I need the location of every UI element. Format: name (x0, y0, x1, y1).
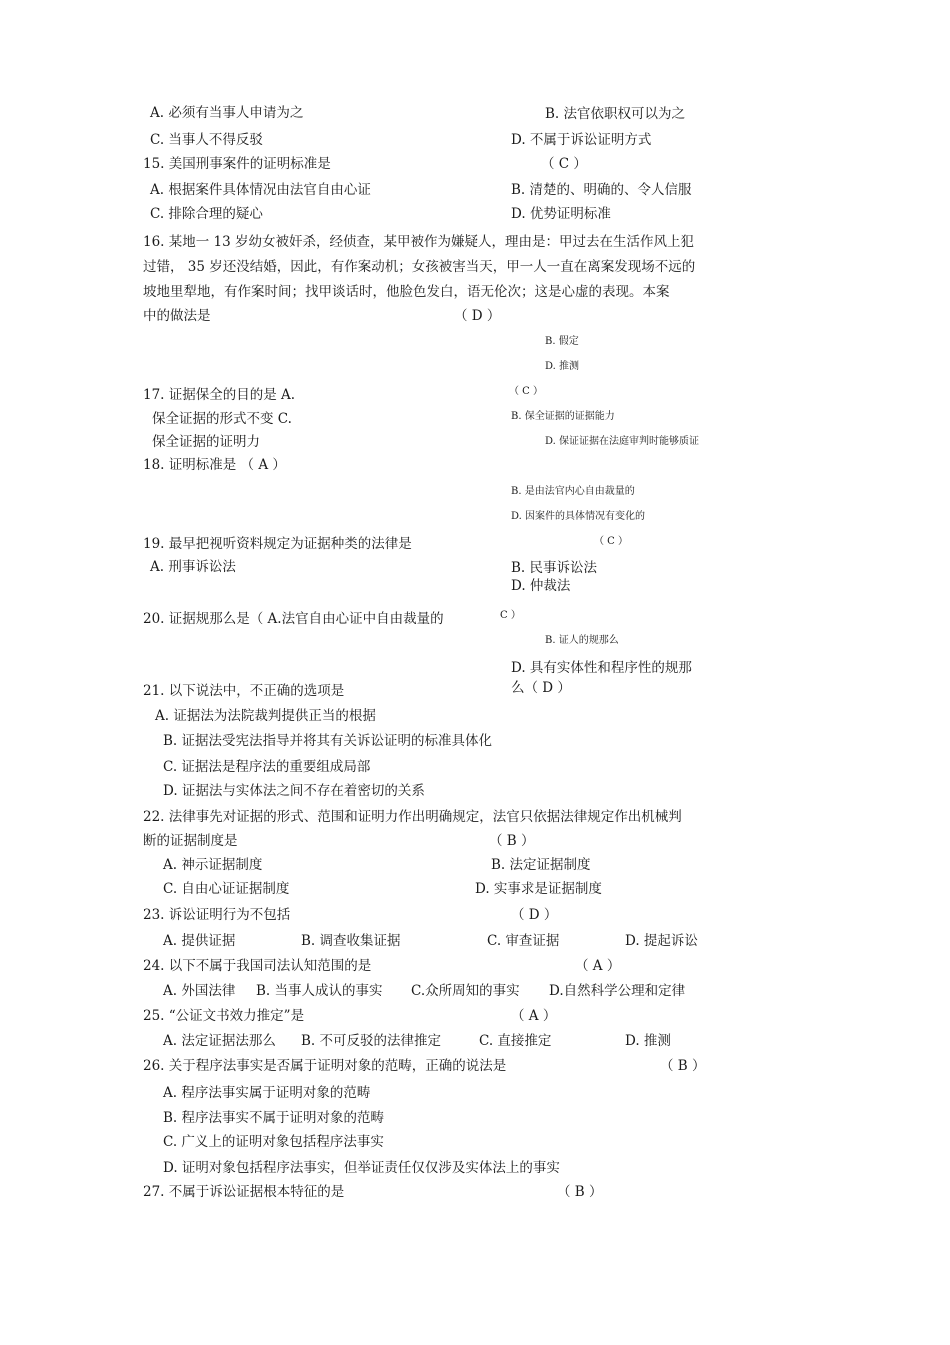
option-line: B. 证据法受宪法指导并将其有关诉讼证明的标准具体化 (163, 733, 493, 749)
answer-15: （ C ） (541, 156, 587, 172)
option-line: D. 保证证据在法庭审判时能够质证 (545, 436, 700, 447)
option-line: A. 法定证据法那么 (163, 1033, 276, 1049)
option-line: B. 调查收集证据 (301, 933, 401, 949)
question-22-line: 断的证据制度是 (143, 833, 238, 849)
answer-25: （ A ） (511, 1008, 557, 1024)
option-line: C. 排除合理的疑心 (150, 206, 263, 222)
question-23: 23. 诉讼证明行为不包括 (143, 907, 291, 923)
option-line: D. 推测 (625, 1033, 671, 1049)
question-16-line: 坡地里犁地，有作案时间；找甲谈话时，他脸色发白，语无伦次；这是心虚的表现。本案 (143, 284, 670, 300)
option-line: A. 神示证据制度 (163, 857, 263, 873)
option-line: B. 假定 (545, 336, 579, 347)
question-16-line: 过错， 35 岁还没结婚，因此，有作案动机；女孩被害当天，甲一人一直在离案发现场不远的 (143, 259, 696, 275)
question-18: 18. 证明标准是 （ A ） (143, 457, 286, 473)
option-line: D. 推测 (545, 361, 580, 372)
question-19: 19. 最早把视听资料规定为证据种类的法律是 (143, 536, 412, 552)
option-line: C. 直接推定 (479, 1033, 552, 1049)
option-line: A. 刑事诉讼法 (150, 559, 236, 575)
option-line: C.众所周知的事实 (411, 983, 520, 999)
option-line: A. 根据案件具体情况由法官自由心证 (150, 182, 371, 198)
answer-24: （ A ） (575, 958, 621, 974)
option-line: 保全证据的形式不变 C. (152, 411, 292, 427)
option-line: C. 广义上的证明对象包括程序法事实 (163, 1134, 384, 1150)
question-20: 20. 证据规那么是（ A.法官自由心证中自由裁量的 (143, 611, 444, 627)
option-line: D. 具有实体性和程序性的规那 (511, 660, 692, 676)
option-line: B. 程序法事实不属于证明对象的范畴 (163, 1110, 385, 1126)
option-line: B. 法定证据制度 (491, 857, 591, 873)
option-line: D. 实事求是证据制度 (475, 881, 602, 897)
question-15: 15. 美国刑事案件的证明标准是 (143, 156, 331, 172)
option-line: B. 清楚的、明确的、令人信服 (511, 182, 692, 198)
option-line: C. 审查证据 (487, 933, 560, 949)
answer-23: （ D ） (511, 907, 558, 923)
answer-27: （ B ） (557, 1184, 603, 1200)
question-21: 21. 以下说法中，不正确的选项是 (143, 683, 345, 699)
option-line: B. 保全证据的证据能力 (511, 411, 615, 422)
option-line: D. 证明对象包括程序法事实，但举证责任仅仅涉及实体法上的事实 (163, 1160, 560, 1176)
question-25: 25. “公证文书效力推定”是 (143, 1008, 305, 1024)
answer-26: （ B ） (660, 1058, 706, 1074)
option-line: D. 仲裁法 (511, 578, 571, 594)
answer-20: C ） (500, 610, 521, 621)
option-line: D. 不属于诉讼证明方式 (511, 132, 652, 148)
option-line: C. 自由心证证据制度 (163, 881, 290, 897)
option-line: A. 必须有当事人申请为之 (150, 105, 304, 121)
option-line: D.自然科学公理和定律 (549, 983, 686, 999)
option-line: B. 证人的规那么 (545, 635, 619, 646)
option-line: D. 提起诉讼 (625, 933, 698, 949)
answer-16: （ D ） (454, 308, 501, 324)
question-16-line: 16. 某地一 13 岁幼女被奸杀，经侦查，某甲被作为嫌疑人，理由是：甲过去在生活作风上犯 (143, 234, 695, 250)
option-line: C. 证据法是程序法的重要组成局部 (163, 759, 371, 775)
answer-17: （ C ） (509, 386, 544, 397)
question-24: 24. 以下不属于我国司法认知范围的是 (143, 958, 372, 974)
option-line: A. 程序法事实属于证明对象的范畴 (163, 1085, 371, 1101)
question-22-line: 22. 法律事先对证据的形式、范围和证明力作出明确规定，法官只依据法律规定作出机械判 (143, 809, 682, 825)
option-line: B. 当事人成认的事实 (256, 983, 383, 999)
option-line: 保全证据的证明力 (152, 434, 260, 450)
question-17: 17. 证据保全的目的是 A. (143, 387, 296, 403)
answer-19: （ C ） (594, 536, 629, 547)
option-line: B. 法官依职权可以为之 (545, 106, 686, 122)
answer-22: （ B ） (489, 833, 535, 849)
question-16-line: 中的做法是 (143, 308, 211, 324)
question-27: 27. 不属于诉讼证据根本特征的是 (143, 1184, 345, 1200)
option-line: A. 提供证据 (163, 933, 236, 949)
option-line: A. 证据法为法院裁判提供正当的根据 (155, 708, 376, 724)
option-line: D. 证据法与实体法之间不存在着密切的关系 (163, 783, 425, 799)
question-26: 26. 关于程序法事实是否属于证明对象的范畴，正确的说法是 (143, 1058, 507, 1074)
option-line: B. 民事诉讼法 (511, 560, 598, 576)
option-line: B. 不可反驳的法律推定 (301, 1033, 442, 1049)
option-line: C. 当事人不得反驳 (150, 132, 263, 148)
option-line: D. 优势证明标准 (511, 206, 611, 222)
option-line: B. 是由法官内心自由裁量的 (511, 486, 635, 497)
option-line: A. 外国法律 (163, 983, 236, 999)
option-line: 么（ D ） (511, 680, 571, 696)
option-line: D. 因案件的具体情况有变化的 (511, 511, 646, 522)
